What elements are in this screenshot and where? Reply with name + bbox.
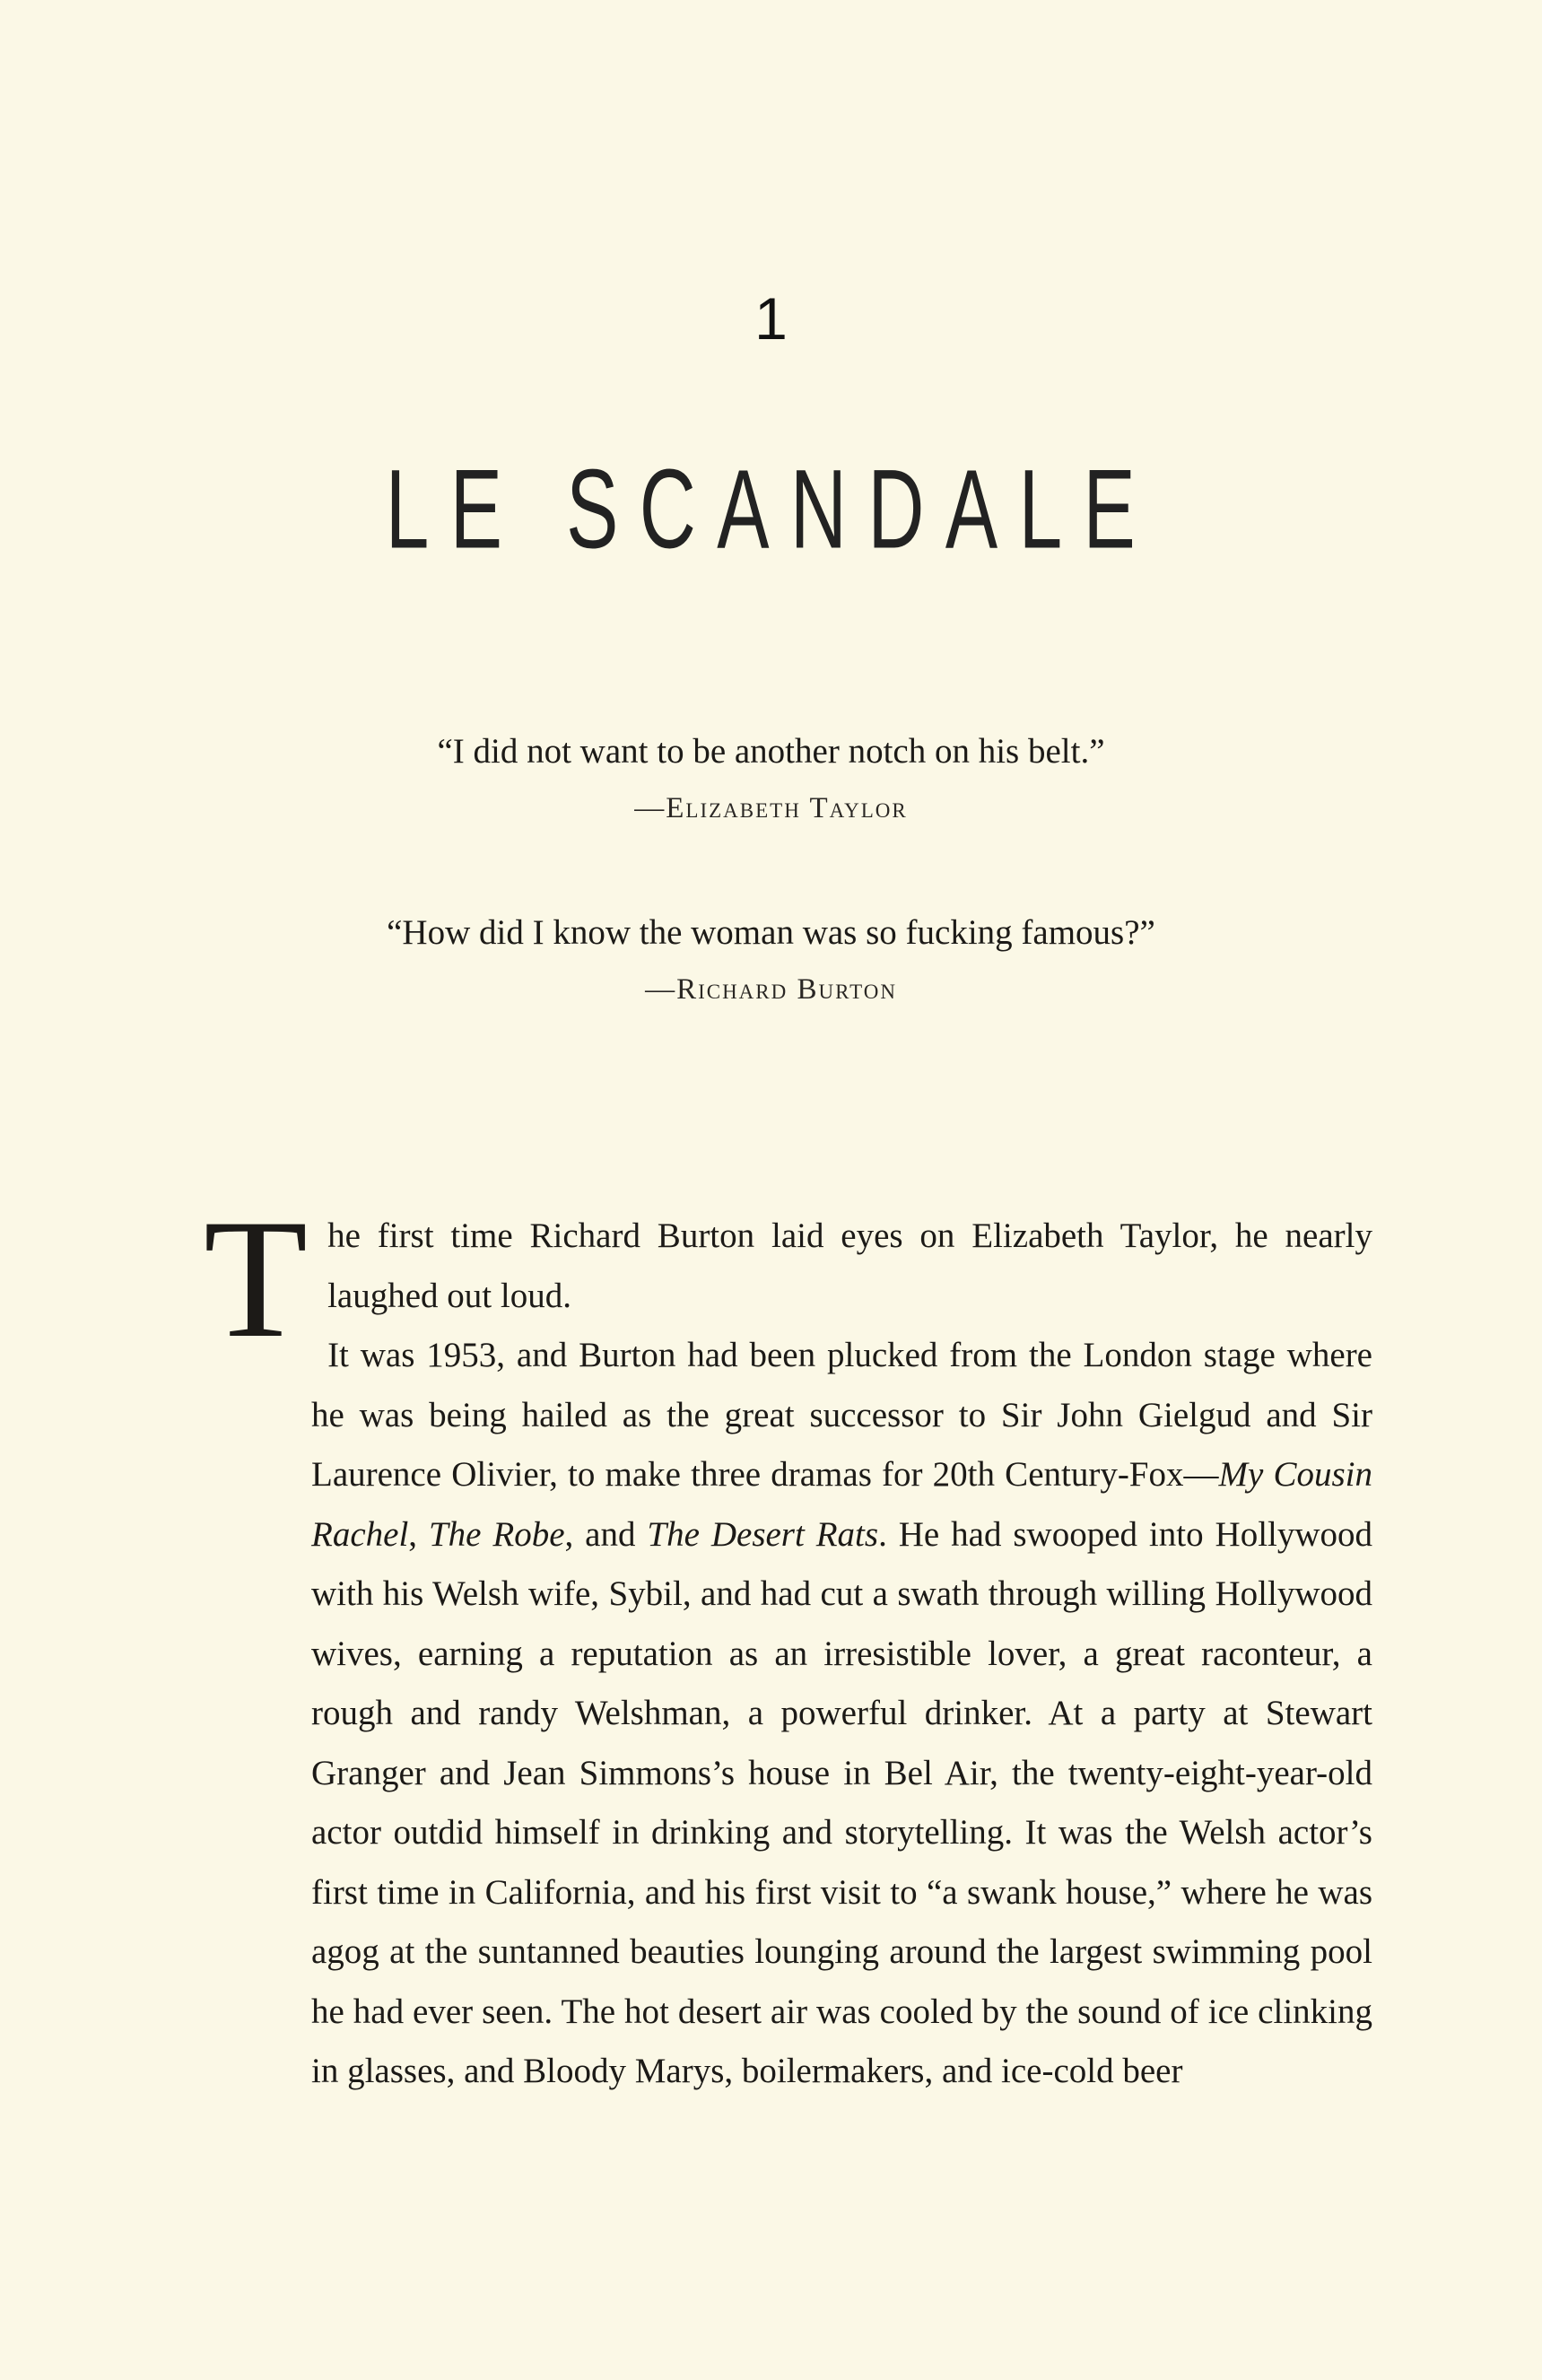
epigraph-attribution: —Richard Burton — [645, 973, 897, 1006]
epigraph-quote: “I did not want to be another notch on his belt.” — [437, 732, 1105, 771]
film-title: My Cousin Rachel — [311, 1455, 1372, 1554]
epigraph — [0, 915, 1542, 1005]
film-title: The Desert Rats — [647, 1514, 879, 1554]
epigraph-quote: “How did I know the woman was so fucking famous?” — [387, 913, 1155, 952]
film-title: The Robe — [428, 1514, 565, 1554]
chapter-body — [204, 1185, 1373, 2102]
drop-cap: T — [204, 1185, 309, 1373]
paragraph-text: , and — [564, 1514, 648, 1554]
paragraph-text: he first time Richard Burton laid eyes on Elizabeth Taylor, he nearly laughed out loud. — [327, 1216, 1372, 1315]
paragraph-text: It was 1953, and Burton had been plucked from the London stage where he was being hailed as the great successor to Sir John Gielgud and Sir Laurence Olivier, to make three dramas for 20th Century-Fox— — [311, 1336, 1372, 1494]
chapter-number: 1 — [754, 285, 788, 352]
epigraph-attribution: —Elizabeth Taylor — [634, 792, 908, 824]
paragraph — [205, 1326, 1372, 2102]
chapter-title: LE SCANDALE — [385, 446, 1157, 572]
paragraph-text: , — [408, 1514, 429, 1554]
epigraph — [0, 734, 1542, 824]
paragraph — [204, 1185, 1372, 1373]
paragraph-text: . He had swooped into Hollywood with his Welsh wife, Sybil, and had cut a swath through willing Hollywood wives, earning a reputation as an irresistible lover, a great raconteur, a rough and randy Welshman, a powerful drinker. At a party at Stewart Granger and Jean Simmons’s house in Bel Air, the twenty-eight-year-old actor outdid himself in drinking and storytelling. It was the Welsh actor’s first time in California, and his first visit to “a swank house,” where he was agog at the suntanned beauties lounging around the largest swimming pool he had ever seen. The hot desert air was cooled by the sound of ice clinking in glasses, and Bloody Marys, boilermakers, and ice-cold beer — [311, 1514, 1373, 2090]
